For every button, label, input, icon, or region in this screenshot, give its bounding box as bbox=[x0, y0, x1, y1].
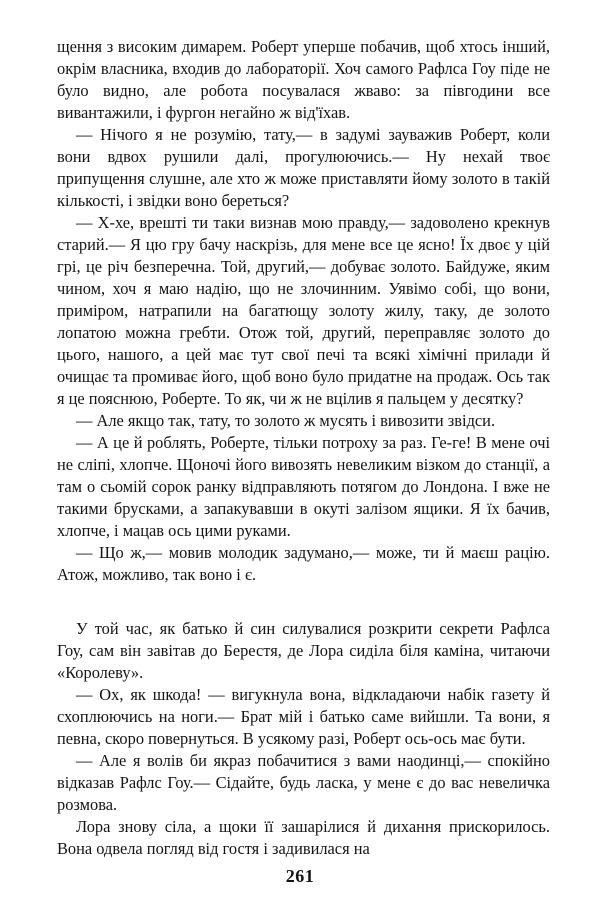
paragraph: — Але я волів би якраз побачитися з вами наодинці,— спокійно відказав Рафлс Гоу.— Сідайте, будь ласка, у мене є до вас невеличка розмова. bbox=[57, 751, 550, 814]
paragraph: — Нічого я не розумію, тату,— в задумі зауважив Роберт, коли вони вдвох рушили далі, прогулюючись.— Ну нехай твоє припущення слушне, але хто ж може приставляти йому золото в такій кількості, і звідки воно береться? bbox=[57, 125, 550, 210]
paragraph: Лора знову сіла, а щоки її зашарілися й дихання прискорилось. Вона одвела погляд від гостя і задивилася на bbox=[57, 817, 550, 858]
paragraph: — Але якщо так, тату, то золото ж мусять і вивозити звідси. bbox=[76, 411, 496, 430]
paragraph: — Ох, як шкода! — вигукнула вона, відкладаючи набік газету й схоплюючись на ноги.— Брат мій і батько саме вийшли. Та вони, я певна, скоро повернуться. В усякому разі, Роберт ось-ось має бути. bbox=[57, 685, 550, 748]
page-number: 261 bbox=[285, 866, 315, 886]
paragraph: щення з високим димарем. Роберт уперше побачив, щоб хтось інший, окрім власника, входив до лабораторії. Хоч самого Рафлса Гоу піде не було видно, але робота посувалася жваво: за півгодини все вивантажили, і фургон негайно ж від'їхав. bbox=[57, 37, 550, 122]
paragraph: — Х-хе, врешті ти таки визнав мою правду,— задоволено крекнув старий.— Я цю гру бачу наскрізь, для мене все це ясно! Їх двоє у цій грі, це річ безперечна. Той, другий,— добуває золото. Байдуже, яким чином, хоч я маю надію, що не злочинним. Уявімо собі, що вони, приміром, натрапили на багатющу золоту жилу, таку, де золото лопатою можна гребти. Отож той, другий, переправляє золото до цього, нашого, а цей має тут свої печі та всякі хімічні прилади й очищає та промиває його, щоб воно було придатне на продаж. Ось так я це пояснюю, Роберте. То як, чи ж не вцілив я пальцем у десятку? bbox=[57, 213, 550, 408]
page-body bbox=[57, 36, 550, 860]
paragraph: У той час, як батько й син силувалися розкрити секрети Рафлса Гоу, сам він завітав до Берестя, де Лора сиділа біля каміна, читаючи «Королеву». bbox=[57, 619, 550, 682]
paragraph: — А це й роблять, Роберте, тільки потроху за раз. Ге-ге! В мене очі не сліпі, хлопче. Щоночі його вивозять невеликим візком до станції, а там о сьомій сорок ранку відправляють потягом до Лондона. І вже не такими брусками, а запакувавши в окуті залізом ящики. Я їх бачив, хлопче, і мацав ось цими руками. bbox=[57, 433, 550, 540]
section-break bbox=[57, 586, 550, 618]
paragraph: — Що ж,— мовив молодик задумано,— може, ти й маєш рацію. Атож, можливо, так воно і є. bbox=[57, 543, 550, 584]
